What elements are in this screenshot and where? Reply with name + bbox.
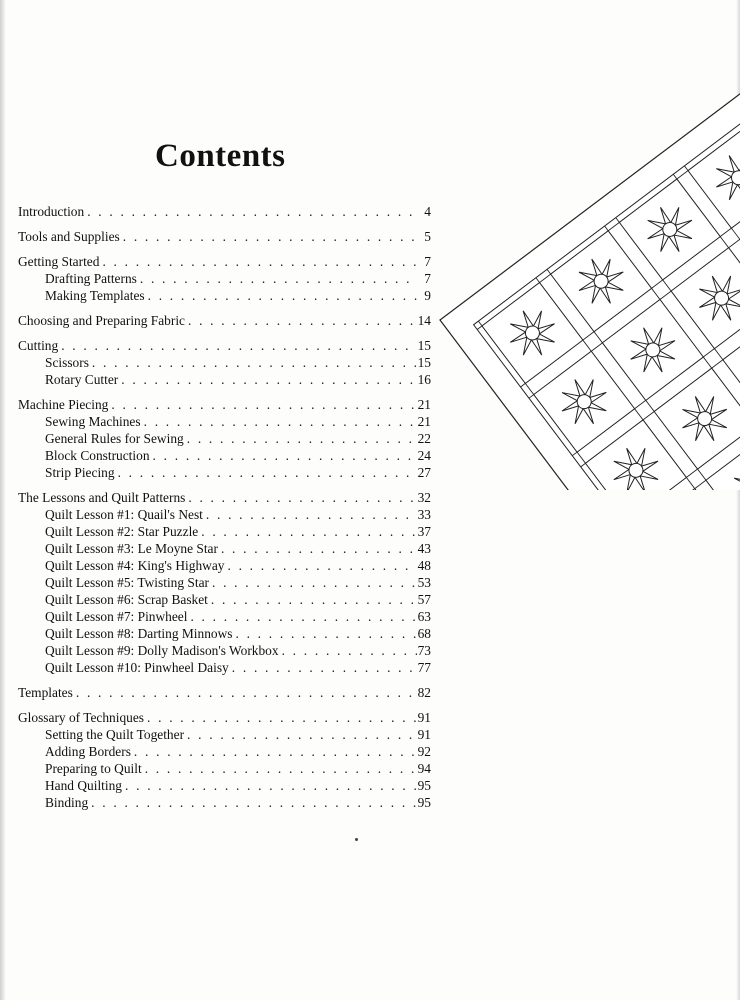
toc-page-number: 91 — [417, 727, 431, 742]
paper-speck — [355, 838, 358, 841]
toc-leader-dots — [120, 228, 417, 245]
toc-entry-label: Setting the Quilt Together — [45, 727, 185, 742]
toc-entry-label: Scissors — [45, 355, 89, 370]
toc-leader-dots — [185, 312, 417, 329]
toc-entry-label: Rotary Cutter — [45, 372, 119, 387]
toc-leader-dots — [185, 489, 417, 506]
toc-leader-dots — [73, 684, 417, 701]
toc-subentry[interactable] — [18, 430, 431, 447]
toc-entry-label: General Rules for Sewing — [45, 431, 184, 446]
toc-leader-dots — [232, 625, 417, 642]
toc-leader-dots — [141, 413, 417, 430]
toc-leader-dots — [187, 608, 417, 625]
toc-entry-label: Quilt Lesson #5: Twisting Star — [45, 575, 209, 590]
toc-group-spacer — [18, 676, 431, 684]
toc-entry-label: Sewing Machines — [45, 414, 141, 429]
toc-leader-dots — [84, 203, 417, 220]
toc-page-number: 21 — [417, 397, 431, 412]
toc-entry-label: Glossary of Techniques — [18, 710, 145, 725]
toc-leader-dots — [218, 540, 417, 557]
toc-subentry[interactable] — [18, 447, 431, 464]
toc-subentry[interactable] — [18, 726, 431, 743]
toc-entry-label: Quilt Lesson #7: Pinwheel — [45, 609, 188, 624]
toc-page-number: 48 — [417, 558, 431, 573]
toc-page-number: 43 — [417, 541, 431, 556]
toc-group-spacer — [18, 701, 431, 709]
toc-subentry[interactable] — [18, 506, 431, 523]
toc-page-number: 27 — [417, 465, 431, 480]
toc-subentry[interactable] — [18, 523, 431, 540]
toc-leader-dots — [122, 777, 417, 794]
toc-page-number: 95 — [417, 795, 431, 810]
toc-subentry[interactable] — [18, 574, 431, 591]
toc-leader-dots — [88, 794, 417, 811]
toc-subentry[interactable] — [18, 557, 431, 574]
toc-page-number: 16 — [417, 372, 431, 387]
toc-entry-label: Quilt Lesson #4: King's Highway — [45, 558, 225, 573]
toc-leader-dots — [198, 523, 417, 540]
toc-leader-dots — [208, 591, 417, 608]
toc-entry-label: Preparing to Quilt — [45, 761, 142, 776]
toc-leader-dots — [131, 743, 417, 760]
toc-entry-label: Getting Started — [18, 254, 100, 269]
toc-subentry[interactable] — [18, 794, 431, 811]
toc-subentry[interactable] — [18, 270, 431, 287]
toc-subentry[interactable] — [18, 464, 431, 481]
toc-entry[interactable] — [18, 203, 431, 220]
toc-page-number: 77 — [417, 660, 431, 675]
toc-page-number: 24 — [417, 448, 431, 463]
toc-entry[interactable] — [18, 337, 431, 354]
toc-page-number: 57 — [417, 592, 431, 607]
toc-page-number: 95 — [417, 778, 431, 793]
toc-subentry[interactable] — [18, 371, 431, 388]
toc-leader-dots — [99, 253, 417, 270]
toc-entry-label: Block Construction — [45, 448, 150, 463]
toc-entry-label: Quilt Lesson #10: Pinwheel Daisy — [45, 660, 229, 675]
toc-subentry[interactable] — [18, 642, 431, 659]
toc-page-number: 7 — [424, 271, 431, 286]
toc-leader-dots — [142, 760, 417, 777]
toc-leader-dots — [203, 506, 417, 523]
toc-entry-label: Strip Piecing — [45, 465, 115, 480]
toc-leader-dots — [89, 354, 417, 371]
toc-leader-dots — [118, 371, 417, 388]
toc-page-number: 91 — [417, 710, 431, 725]
toc-entry-label: Drafting Patterns — [45, 271, 137, 286]
toc-entry[interactable] — [18, 709, 431, 726]
toc-entry-label: Binding — [45, 795, 89, 810]
toc-page-number: 15 — [417, 355, 431, 370]
toc-entry-label: Making Templates — [45, 288, 145, 303]
toc-page-number: 22 — [417, 431, 431, 446]
toc-group-spacer — [18, 329, 431, 337]
toc-leader-dots — [115, 464, 417, 481]
toc-page-number: 73 — [417, 643, 431, 658]
toc-leader-dots — [184, 726, 417, 743]
toc-entry-label: Choosing and Preparing Fabric — [18, 313, 185, 328]
toc-page-number: 92 — [417, 744, 431, 759]
toc-entry[interactable] — [18, 253, 431, 270]
toc-entry-label: Quilt Lesson #1: Quail's Nest — [45, 507, 203, 522]
toc-entry[interactable] — [18, 489, 431, 506]
toc-entry-label: Cutting — [18, 338, 59, 353]
toc-subentry[interactable] — [18, 540, 431, 557]
toc-page-number: 5 — [424, 229, 431, 244]
toc-entry-label: Introduction — [18, 204, 85, 219]
toc-leader-dots — [229, 659, 417, 676]
toc-page-number: 4 — [424, 204, 431, 219]
toc-subentry[interactable] — [18, 591, 431, 608]
toc-entry-label: Quilt Lesson #6: Scrap Basket — [45, 592, 208, 607]
toc-leader-dots — [150, 447, 417, 464]
toc-subentry[interactable] — [18, 625, 431, 642]
toc-entry-label: Machine Piecing — [18, 397, 109, 412]
toc-subentry[interactable] — [18, 659, 431, 676]
toc-page-number: 14 — [417, 313, 431, 328]
toc-entry-label: Quilt Lesson #8: Darting Minnows — [45, 626, 233, 641]
toc-leader-dots — [137, 270, 417, 287]
toc-leader-dots — [279, 642, 417, 659]
toc-entry-label: Tools and Supplies — [18, 229, 120, 244]
toc-entry-label: Hand Quilting — [45, 778, 122, 793]
pinwheel-daisy-quilt-icon — [430, 20, 740, 490]
toc-entry-label: Quilt Lesson #9: Dolly Madison's Workbox — [45, 643, 279, 658]
page-edge-shadow — [0, 0, 6, 1000]
toc-page-number: 68 — [417, 626, 431, 641]
toc-page-number: 94 — [417, 761, 431, 776]
toc-group-spacer — [18, 304, 431, 312]
toc-entry[interactable] — [18, 684, 431, 701]
toc-page-number: 9 — [424, 288, 431, 303]
toc-page-number: 37 — [417, 524, 431, 539]
toc-page-number: 82 — [417, 685, 431, 700]
toc-entry-label: Quilt Lesson #3: Le Moyne Star — [45, 541, 218, 556]
toc-group-spacer — [18, 388, 431, 396]
table-of-contents — [18, 203, 431, 811]
toc-page-number: 15 — [417, 338, 431, 353]
toc-leader-dots — [144, 709, 417, 726]
toc-leader-dots — [108, 396, 417, 413]
toc-subentry[interactable] — [18, 760, 431, 777]
toc-entry[interactable] — [18, 228, 431, 245]
toc-leader-dots — [184, 430, 417, 447]
toc-page-number: 53 — [417, 575, 431, 590]
toc-page-number: 21 — [417, 414, 431, 429]
toc-entry-label: Templates — [18, 685, 73, 700]
toc-entry-label: Adding Borders — [45, 744, 131, 759]
toc-leader-dots — [145, 287, 417, 304]
toc-page-number: 7 — [424, 254, 431, 269]
toc-subentry[interactable] — [18, 354, 431, 371]
toc-leader-dots — [209, 574, 417, 591]
toc-subentry[interactable] — [18, 777, 431, 794]
toc-page-number: 32 — [417, 490, 431, 505]
toc-subentry[interactable] — [18, 413, 431, 430]
toc-group-spacer — [18, 481, 431, 489]
toc-entry[interactable] — [18, 396, 431, 413]
toc-group-spacer — [18, 245, 431, 253]
toc-leader-dots — [58, 337, 417, 354]
toc-leader-dots — [224, 557, 417, 574]
page-title: Contents — [155, 138, 286, 174]
toc-group-spacer — [18, 220, 431, 228]
toc-entry-label: The Lessons and Quilt Patterns — [18, 490, 186, 505]
toc-entry-label: Quilt Lesson #2: Star Puzzle — [45, 524, 199, 539]
toc-subentry[interactable] — [18, 608, 431, 625]
toc-subentry[interactable] — [18, 287, 431, 304]
toc-entry[interactable] — [18, 312, 431, 329]
toc-page-number: 63 — [417, 609, 431, 624]
toc-subentry[interactable] — [18, 743, 431, 760]
toc-page-number: 33 — [417, 507, 431, 522]
